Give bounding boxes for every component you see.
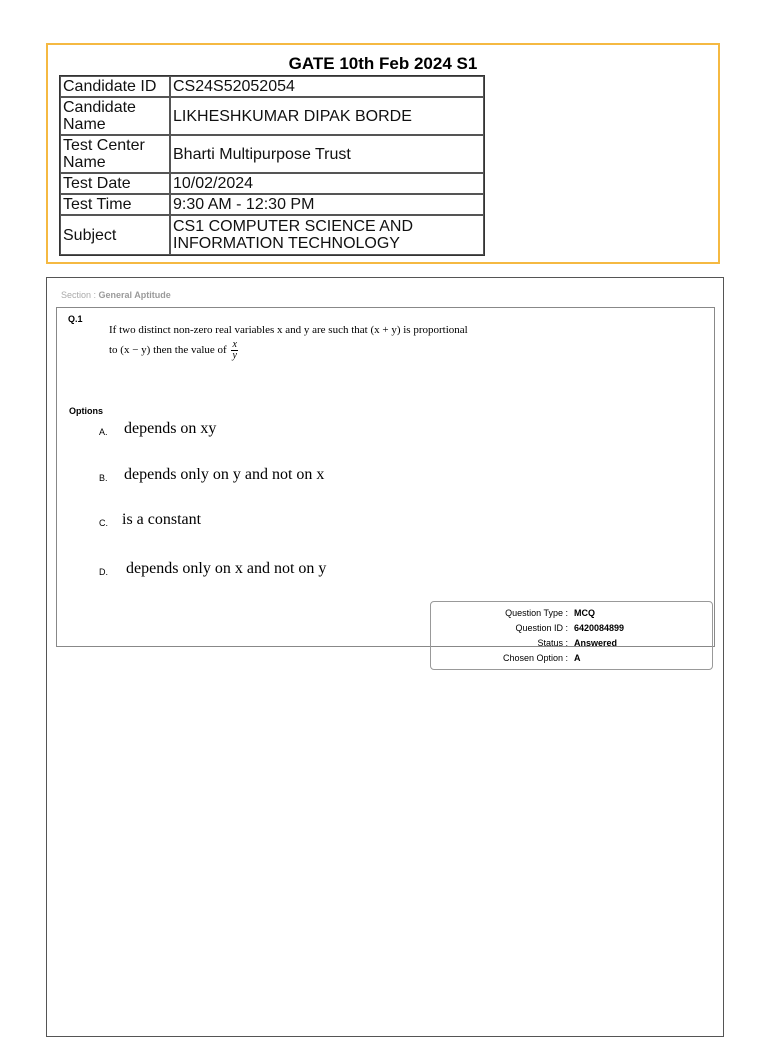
question-text bbox=[109, 320, 549, 361]
test-center-value: Bharti Multipurpose Trust bbox=[170, 135, 484, 173]
candidate-info-table bbox=[59, 75, 485, 256]
candidate-id-value: CS24S52052054 bbox=[170, 76, 484, 97]
option-text: depends only on y and not on x bbox=[124, 466, 325, 483]
exam-title: GATE 10th Feb 2024 S1 bbox=[288, 54, 478, 73]
question-panel bbox=[46, 277, 724, 1037]
section-label bbox=[61, 290, 171, 300]
row-key: Test Time bbox=[60, 194, 170, 215]
question-meta-box bbox=[430, 601, 713, 670]
meta-label: Question ID : bbox=[515, 623, 568, 633]
question-number: Q.1 bbox=[68, 314, 83, 324]
meta-value: 6420084899 bbox=[574, 623, 625, 633]
meta-label: Question Type : bbox=[505, 608, 568, 618]
option-text: depends only on x and not on y bbox=[126, 560, 327, 577]
option-letter: B. bbox=[99, 473, 108, 483]
fraction-numerator: x bbox=[232, 339, 237, 350]
question-line-2-text: to (x − y) then the value of bbox=[109, 344, 227, 357]
question-line-1: If two distinct non-zero real variables x and y are such that (x + y) is proportional bbox=[109, 324, 468, 336]
table-row bbox=[60, 135, 484, 173]
meta-question-type bbox=[431, 608, 712, 620]
option-letter: C. bbox=[99, 518, 108, 528]
fraction-denominator: y bbox=[232, 350, 237, 361]
candidate-name-value: LIKHESHKUMAR DIPAK BORDE bbox=[170, 97, 484, 135]
option-letter: D. bbox=[99, 567, 108, 577]
meta-label: Status : bbox=[537, 638, 568, 648]
meta-question-id bbox=[431, 623, 712, 635]
section-prefix: Section : bbox=[61, 290, 99, 300]
meta-chosen-option bbox=[431, 653, 712, 665]
row-key: Candidate Name bbox=[60, 97, 170, 135]
options-label: Options bbox=[69, 406, 103, 416]
table-row bbox=[60, 97, 484, 135]
row-key: Test Center Name bbox=[60, 135, 170, 173]
table-row bbox=[60, 76, 484, 97]
test-date-value: 10/02/2024 bbox=[170, 173, 484, 194]
option-text: is a constant bbox=[122, 511, 202, 528]
table-row bbox=[60, 215, 484, 255]
fraction bbox=[231, 340, 237, 361]
row-key: Candidate ID bbox=[60, 76, 170, 97]
row-key: Subject bbox=[60, 215, 170, 255]
meta-status bbox=[431, 638, 712, 650]
subject-value: CS1 COMPUTER SCIENCE AND INFORMATION TECHNOLOGY bbox=[170, 215, 484, 255]
meta-value: Answered bbox=[574, 638, 618, 648]
table-row bbox=[60, 194, 484, 215]
meta-value: MCQ bbox=[574, 608, 595, 618]
meta-value: A bbox=[574, 653, 581, 663]
option-letter: A. bbox=[99, 427, 108, 437]
question-box bbox=[56, 307, 715, 663]
row-key: Test Date bbox=[60, 173, 170, 194]
table-row bbox=[60, 173, 484, 194]
question-line-2 bbox=[109, 340, 549, 361]
section-name: General Aptitude bbox=[98, 290, 171, 300]
candidate-header bbox=[46, 43, 720, 264]
option-text: depends on xy bbox=[124, 420, 217, 437]
test-time-value: 9:30 AM - 12:30 PM bbox=[170, 194, 484, 215]
meta-label: Chosen Option : bbox=[502, 653, 568, 663]
